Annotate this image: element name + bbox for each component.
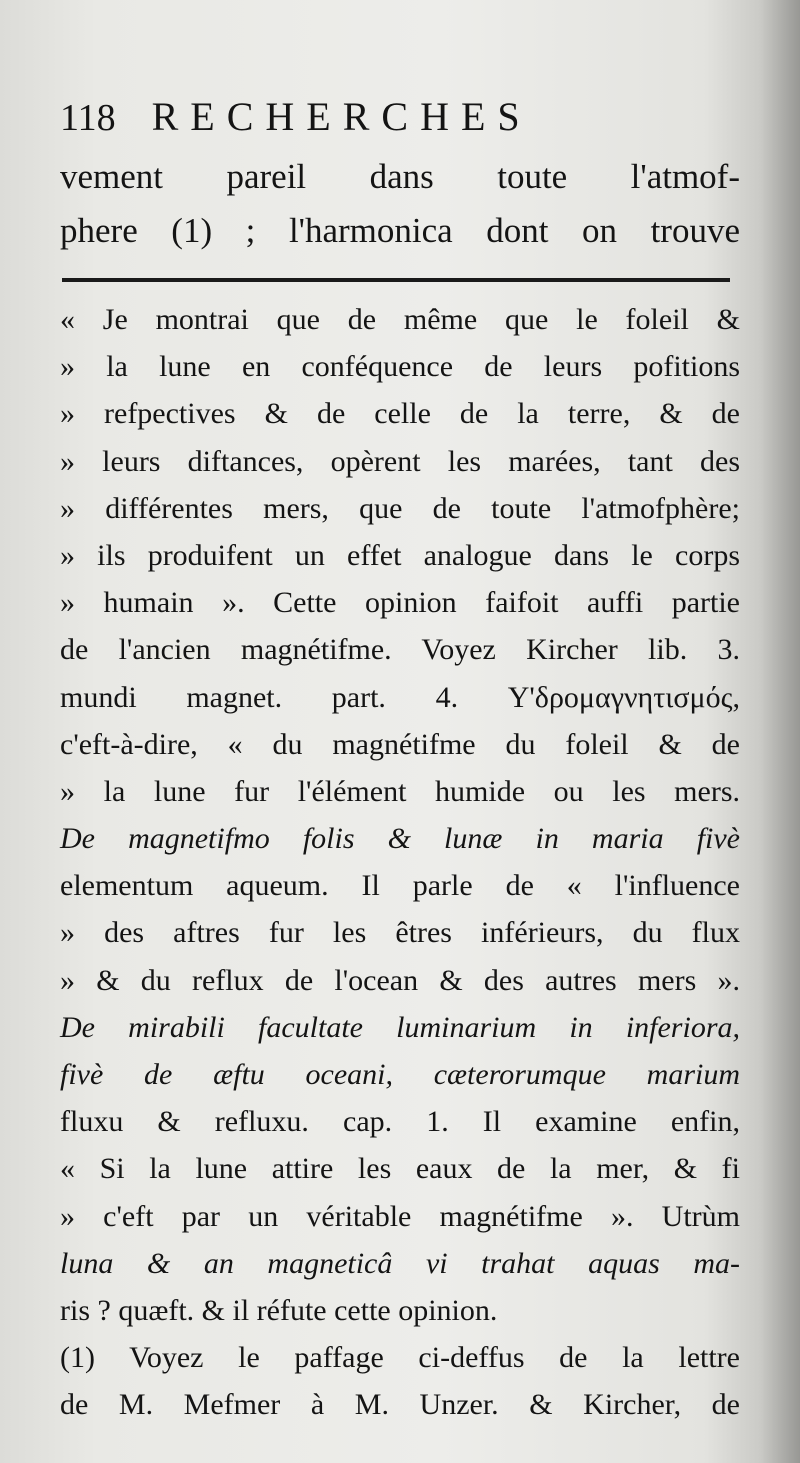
main-text-line: phere (1) ; l'harmonica dont on trouve	[60, 211, 740, 250]
running-header	[60, 92, 740, 142]
footnote-line: « Si la lune attire les eaux de la mer, & fi	[60, 1152, 740, 1186]
main-text	[60, 150, 740, 258]
footnote-divider	[62, 278, 730, 282]
footnote-line: » des aftres fur les êtres inférieurs, du flux	[60, 916, 740, 950]
footnote-line: de l'ancien magnétifme. Voyez Kircher lib. 3.	[60, 633, 740, 667]
footnote-line: » différentes mers, que de toute l'atmofphère;	[60, 491, 740, 525]
footnote-line: » refpectives & de celle de la terre, & de	[60, 397, 740, 431]
footnote-line: mundi magnet. part. 4. Υ'δρομαγνητισμός,	[60, 680, 740, 714]
footnote-line: » ils produifent un effet analogue dans le corps	[60, 538, 740, 572]
page-number: 118	[60, 97, 116, 139]
footnote-line: de M. Mefmer à M. Unzer. & Kircher, de	[60, 1388, 740, 1422]
footnote-line: c'eft-à-dire, « du magnétifme du foleil & de	[60, 727, 740, 761]
footnote-line: » la lune en conféquence de leurs pofitions	[60, 350, 740, 384]
footnote-line: elementum aqueum. Il parle de « l'influence	[60, 869, 740, 903]
footnote-line-latin: De magnetifmo folis & lunæ in maria fivè	[60, 822, 740, 856]
footnote-line-latin: De mirabili facultate luminarium in inferiora,	[60, 1010, 740, 1044]
main-text-line: vement pareil dans toute l'atmof-	[60, 157, 740, 196]
footnote-line: « Je montrai que de même que le foleil &	[60, 303, 740, 336]
footnote-line: » leurs diftances, opèrent les marées, tant des	[60, 444, 740, 478]
footnote-line: » la lune fur l'élément humide ou les mers.	[60, 774, 740, 808]
footnote-line: (1) Voyez le paffage ci-deffus de la lettre	[60, 1341, 740, 1375]
footnote-line: » humain ». Cette opinion faifoit auffi partie	[60, 586, 740, 620]
running-title: RECHERCHES	[151, 94, 532, 139]
footnote-line: fluxu & refluxu. cap. 1. Il examine enfin,	[60, 1105, 740, 1139]
footnote-line-latin: fivè de æftu oceani, cæterorumque marium	[60, 1058, 740, 1091]
footnote-line: » c'eft par un véritable magnétifme ». Utrùm	[60, 1199, 740, 1233]
footnote-line: ris ? quæft. & il réfute cette opinion.	[60, 1293, 498, 1327]
footnote-line-latin: luna & an magneticâ vi trahat aquas ma-	[60, 1246, 740, 1280]
footnote-block	[60, 296, 740, 1429]
footnote-line: » & du reflux de l'ocean & des autres mers ».	[60, 963, 740, 997]
